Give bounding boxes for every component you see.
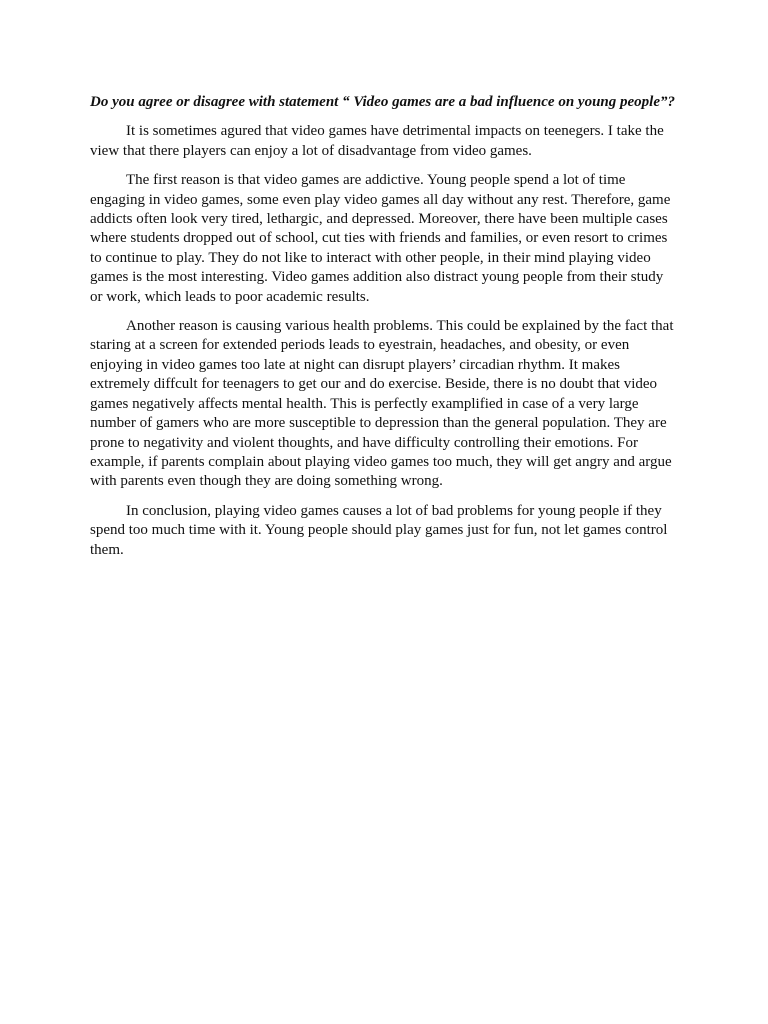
- essay-title: Do you agree or disagree with statement “ Video games are a bad influence on young people”?: [90, 94, 675, 110]
- paragraph-conclusion: In conclusion, playing video games causes a lot of bad problems for young people if they spend too much time with it. Young people should play games just for fun, not let games control them.: [90, 502, 668, 558]
- document-body: [90, 93, 678, 570]
- paragraph-introduction: It is sometimes agured that video games have detrimental impacts on teenegers. I take the view that there players can enjoy a lot of disadvantage from video games.: [90, 123, 664, 159]
- paragraph-first-reason: The first reason is that video games are addictive. Young people spend a lot of time engaging in video games, some even play video games all day without any rest. Therefore, game addicts often look very tired, lethargic, and depressed. Moreover, there have been multiple cases where students dropped out of school, cut ties with friends and families, or even resort to crimes to continue to play. They do not like to interact with other people, in their mind playing video games is the most interesting. Video games addition also distract young people from their study or work, which leads to poor academic results.: [90, 172, 671, 305]
- paragraph-second-reason: Another reason is causing various health problems. This could be explained by the fact that staring at a screen for extended periods leads to eyestrain, headaches, and obesity, or even enjoying in video games too late at night can disrupt players’ circadian rhythm. It makes extremely diffcult for teenagers to get our and do exercise. Beside, there is no doubt that video games negatively affects mental health. This is perfectly examplified in case of a very large number of gamers who are more susceptible to depression than the general population. They are prone to negativity and violent thoughts, and have difficulty controlling their emotions. For example, if parents complain about playing video games too much, they will get angry and argue with parents even though they are doing something wrong.: [90, 318, 674, 490]
